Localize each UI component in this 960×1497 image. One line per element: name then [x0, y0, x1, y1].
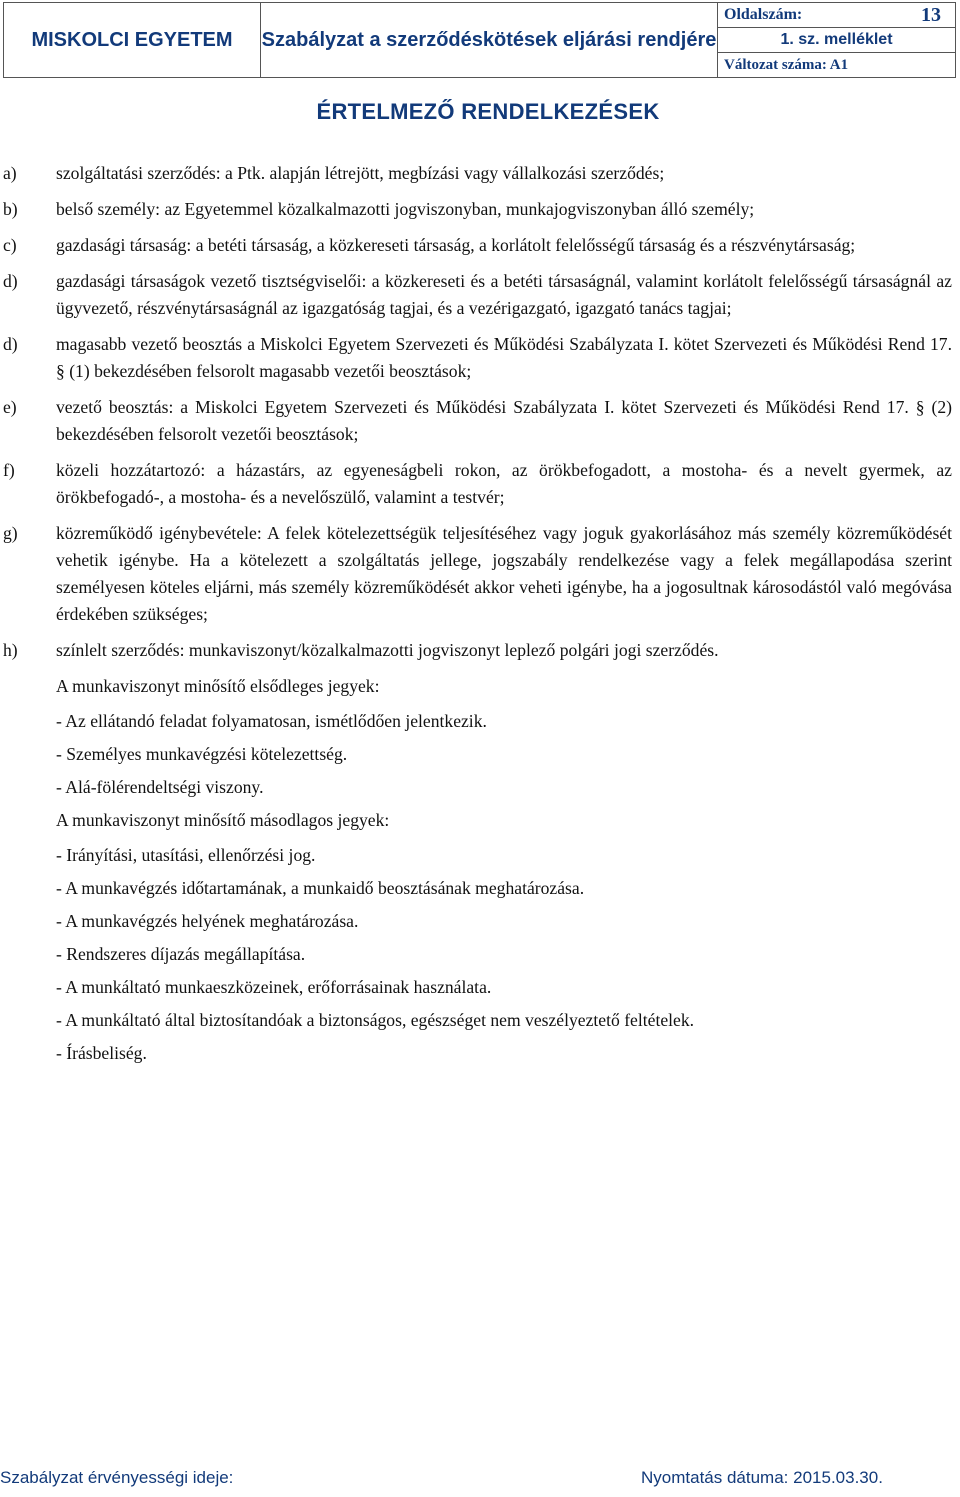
criteria-list-item: - A munkáltató munkaeszközeinek, erőforrásainak használata.: [56, 977, 492, 997]
definition-item: [0, 331, 960, 385]
definition-item: [0, 457, 960, 511]
item-marker: b): [3, 199, 18, 219]
secondary-criteria-heading: A munkaviszonyt minősítő másodlagos jegyek:: [56, 810, 390, 830]
document-header: [3, 2, 956, 78]
criteria-list-item: - Rendszeres díjazás megállapítása.: [56, 944, 306, 964]
item-marker: a): [3, 163, 17, 183]
criteria-list-item: - Alá-fölérendeltségi viszony.: [56, 777, 264, 797]
criteria-list-item: - Személyes munkavégzési kötelezettség.: [56, 744, 348, 764]
item-marker: d): [3, 271, 18, 291]
section-title: ÉRTELMEZŐ RENDELKEZÉSEK: [316, 99, 660, 124]
item-marker: g): [3, 523, 18, 543]
document-body: [0, 160, 960, 1073]
definition-item: [0, 160, 960, 187]
definition-item: [0, 394, 960, 448]
item-text: gazdasági társaságok vezető tisztségviselői: a közkereseti és a betéti társaságnál, valamint korlátolt felelősségű társaságnál az ügyvezető, részvénytársaságnál az igazgatóság tagjai, és a vezérigazgató, igazgató tanács tagjai;: [56, 271, 952, 318]
organization-name: MISKOLCI EGYETEM: [4, 3, 261, 78]
criteria-list-item: - A munkavégzés időtartamának, a munkaidő beosztásának meghatározása.: [56, 878, 585, 898]
version-label: Változat száma: A1: [718, 52, 955, 77]
item-marker: c): [3, 235, 17, 255]
item-text: vezető beosztás: a Miskolci Egyetem Szervezeti és Működési Szabályzata I. kötet Szervezeti és Működési Rend 17. § (2) bekezdésében felsorolt vezetői beosztások;: [56, 397, 952, 444]
document-meta: [718, 3, 956, 78]
item-text: szolgáltatási szerződés: a Ptk. alapján létrejött, megbízási vagy vállalkozási szerződés;: [56, 163, 665, 183]
criteria-list-item: - Irányítási, utasítási, ellenőrzési jog.: [56, 845, 316, 865]
definition-item: [0, 637, 960, 664]
item-marker: f): [3, 460, 15, 480]
validity-label: Szabályzat érvényességi ideje:: [0, 1468, 234, 1487]
print-date: Nyomtatás dátuma: 2015.03.30.: [641, 1468, 883, 1487]
criteria-list-item: - Az ellátandó feladat folyamatosan, ismétlődően jelentkezik.: [56, 711, 487, 731]
definition-item: [0, 232, 960, 259]
primary-criteria-heading: A munkaviszonyt minősítő elsődleges jegyek:: [56, 676, 380, 696]
item-text: belső személy: az Egyetemmel közalkalmazotti jogviszonyban, munkajogviszonyban álló személy;: [56, 199, 755, 219]
definition-item: [0, 268, 960, 322]
page-label: Oldalszám:: [724, 6, 803, 23]
criteria-list-item: - A munkavégzés helyének meghatározása.: [56, 911, 359, 931]
annex-label: 1. sz. melléklet: [718, 27, 955, 52]
item-marker: e): [3, 397, 17, 417]
item-marker: d): [3, 334, 18, 354]
item-text: színlelt szerződés: munkaviszonyt/közalkalmazotti jogviszonyt leplező polgári jogi szerződés.: [56, 640, 719, 660]
criteria-list-item: - A munkáltató által biztosítandóak a biztonságos, egészséget nem veszélyeztető feltételek.: [56, 1010, 695, 1030]
page-number-row: [718, 3, 955, 27]
definition-item: [0, 520, 960, 628]
definition-item: [0, 196, 960, 223]
page-number: 13: [921, 4, 941, 26]
item-marker: h): [3, 640, 18, 660]
document-name: Szabályzat a szerződéskötések eljárási rendjére: [261, 3, 718, 78]
item-text: gazdasági társaság: a betéti társaság, a közkereseti társaság, a korlátolt felelősségű társaság és a részvénytársaság;: [56, 235, 856, 255]
criteria-list-item: - Írásbeliség.: [56, 1043, 147, 1063]
item-text: magasabb vezető beosztás a Miskolci Egyetem Szervezeti és Működési Szabályzata I. kötet Szervezeti és Működési Rend 17. § (1) bekezdésében felsorolt magasabb vezetői beosztások;: [56, 334, 952, 381]
item-text: közeli hozzátartozó: a házastárs, az egyeneságbeli rokon, az örökbefogadott, a mostoha- és a nevelt gyermek, az örökbefogadó-, a mostoha- és a nevelőszülő, valamint a testvér;: [56, 460, 952, 507]
item-text: közreműködő igénybevétele: A felek kötelezettségük teljesítéséhez vagy joguk gyakorlásához más személy közreműködését vehetik igénybe. Ha a kötelezett a szolgáltatás jellege, jogszabály rendelkezése vagy a felek megállapodása szerint személyesen köteles eljárni, más személy közreműködését akkor veheti igénybe, ha a jogosultnak károsodástól való megóvása érdekében szükséges;: [56, 523, 952, 624]
